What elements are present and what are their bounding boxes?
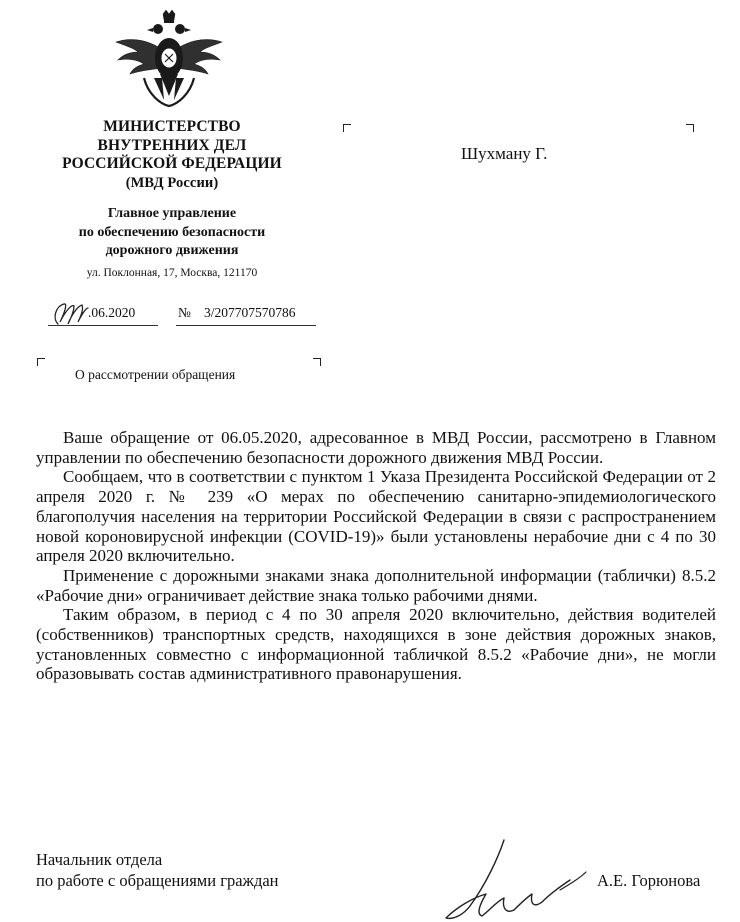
recipient-corner-mark xyxy=(686,124,694,132)
registration-line xyxy=(48,298,328,330)
subject-corner-mark xyxy=(313,358,321,366)
ministry-line: РОССИЙСКОЙ ФЕДЕРАЦИИ xyxy=(62,155,282,172)
signer-position-line: Начальник отдела xyxy=(36,850,163,869)
ministry-line: ВНУТРЕННИХ ДЕЛ xyxy=(97,136,247,154)
signer-name: А.Е. Горюнова xyxy=(597,871,701,890)
department-name xyxy=(22,205,322,261)
handwritten-day xyxy=(48,300,90,328)
ministry-line: МИНИСТЕРСТВО xyxy=(103,118,241,135)
number-label: № xyxy=(178,305,191,320)
ministry-abbreviation: (МВД России) xyxy=(125,174,219,191)
registration-number: 3/207707570786 xyxy=(204,305,296,320)
double-headed-eagle-emblem xyxy=(114,8,224,110)
recipient-corner-mark xyxy=(343,124,351,132)
ministry-address: ул. Поклонная, 17, Москва, 121170 xyxy=(86,267,258,279)
body-paragraph: Сообщаем, что в соответствии с пунктом 1 Указа Президента Российской Федерации от 2 апреля 2020 г. № 239 «О мерах по обеспечению санитарно-эпидемиологического благополучия населения на территории Российской Федерации в связи с распространением новой короновирусной инфекции (COVID-19)» были установлены нерабочие дни с 4 по 30 апреля 2020 включительно. xyxy=(36,467,716,566)
letter-body xyxy=(36,428,716,684)
registration-date: .06.2020 xyxy=(88,305,136,320)
handwritten-signature xyxy=(420,838,590,922)
department-line: Главное управление xyxy=(107,206,237,221)
date-underline xyxy=(48,325,158,326)
body-paragraph: Применение с дорожными знаками знака дополнительной информации (таблички) 8.5.2 «Рабочие дни» ограничивает действие знака только рабочими днями. xyxy=(36,565,716,605)
department-line: по обеспечению безопасности xyxy=(78,224,266,240)
ministry-name xyxy=(22,118,322,192)
subject-corner-mark xyxy=(37,358,45,366)
body-paragraph: Таким образом, в период с 4 по 30 апреля 2020 включительно, действия водителей (собственников) транспортных средств, находящихся в зоне действия дорожных знаков, установленных совместно с информационной табличкой 8.5.2 «Рабочие дни», не могли образовывать состав административного правонарушения. xyxy=(36,605,716,684)
signer-position xyxy=(36,850,279,891)
number-underline xyxy=(176,325,316,326)
recipient-name: Шухману Г. xyxy=(461,144,548,163)
signer-position-line: по работе с обращениями граждан xyxy=(36,870,279,890)
body-paragraph: Ваше обращение от 06.05.2020, адресованное в МВД России, рассмотрено в Главном управлении по обеспечению безопасности дорожного движения МВД России. xyxy=(36,428,716,467)
department-line: дорожного движения xyxy=(105,243,239,258)
letter-subject: О рассмотрении обращения xyxy=(75,367,236,382)
